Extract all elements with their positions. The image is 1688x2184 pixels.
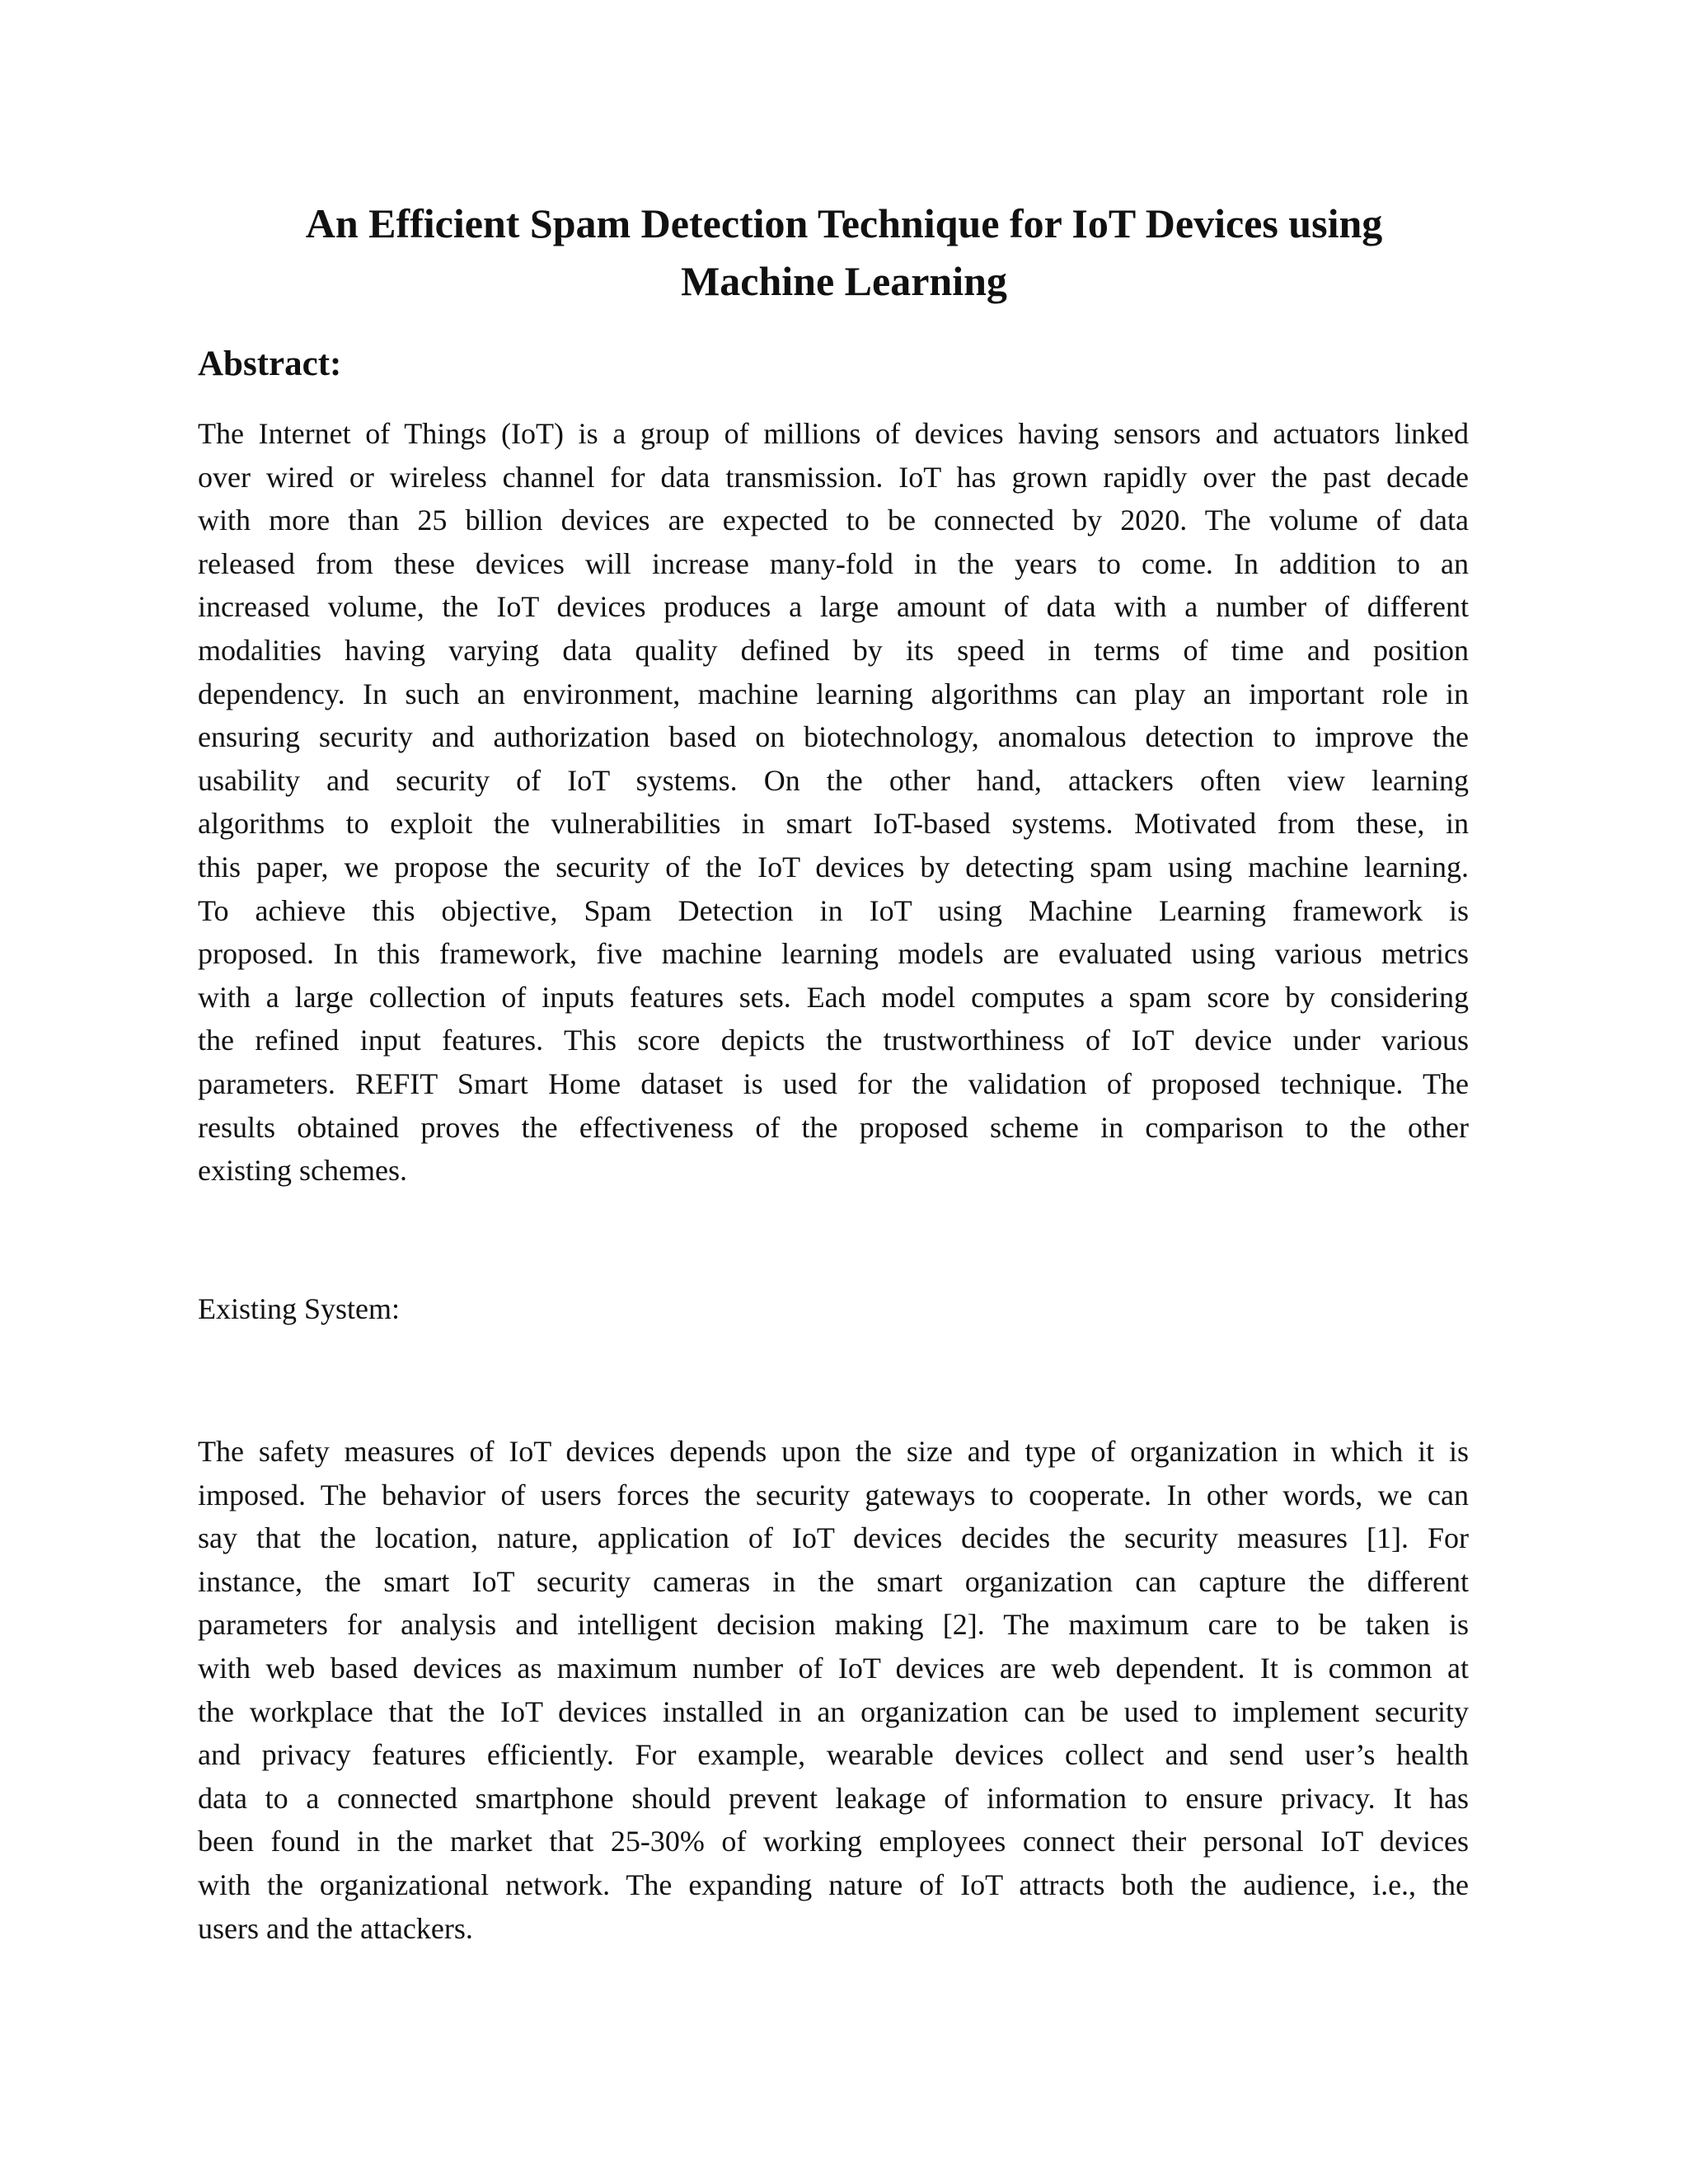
existing-system-line: the workplace that the IoT devices installed in an organization can be used to implement security (198, 1694, 1469, 1728)
abstract-line: increased volume, the IoT devices produces a large amount of data with a number of different (198, 590, 1469, 624)
abstract-line: released from these devices will increase many-fold in the years to come. In addition to an (198, 546, 1469, 580)
existing-system-line: users and the attackers. (198, 1911, 473, 1945)
existing-system-line: with web based devices as maximum number of IoT devices are web dependent. It is common at (198, 1651, 1469, 1685)
existing-system-line: parameters for analysis and intelligent decision making [2]. The maximum care to be taken is (198, 1608, 1469, 1642)
existing-system-line: The safety measures of IoT devices depends upon the size and type of organization in which it is (198, 1435, 1469, 1468)
existing-system-line: with the organizational network. The expanding nature of IoT attracts both the audience, i.e., the (198, 1868, 1469, 1901)
abstract-line: The Internet of Things (IoT) is a group of millions of devices having sensors and actuators linked (198, 417, 1469, 450)
existing-system-line: say that the location, nature, application of IoT devices decides the security measures [1]. For (198, 1521, 1469, 1555)
existing-system-line: data to a connected smartphone should prevent leakage of information to ensure privacy. It has (198, 1781, 1469, 1815)
abstract-line: existing schemes. (198, 1154, 407, 1188)
abstract-line: the refined input features. This score depicts the trustworthiness of IoT device under various (198, 1024, 1469, 1057)
paper-title (198, 194, 1490, 310)
abstract-line: modalities having varying data quality defined by its speed in terms of time and position (198, 633, 1469, 667)
existing-system-heading: Existing System: (198, 1292, 401, 1325)
abstract-line: algorithms to exploit the vulnerabilities in smart IoT-based systems. Motivated from these, in (198, 807, 1469, 841)
abstract-line: usability and security of IoT systems. On the other hand, attackers often view learning (198, 763, 1469, 797)
abstract-line: parameters. REFIT Smart Home dataset is used for the validation of proposed technique. The (198, 1066, 1469, 1100)
paper-title-line-2: Machine Learning (681, 258, 1007, 304)
existing-system-line: and privacy features efficiently. For example, wearable devices collect and send user’s health (198, 1738, 1469, 1772)
abstract-line: results obtained proves the effectiveness of the proposed scheme in comparison to the other (198, 1110, 1469, 1144)
abstract-line: this paper, we propose the security of the IoT devices by detecting spam using machine learning. (198, 850, 1469, 883)
existing-system-line: imposed. The behavior of users forces the security gateways to cooperate. In other words, we can (198, 1478, 1469, 1511)
existing-system-paragraph (198, 1430, 1469, 1950)
abstract-line: with a large collection of inputs features sets. Each model computes a spam score by considering (198, 980, 1469, 1014)
abstract-line: proposed. In this framework, five machine learning models are evaluated using various metrics (198, 937, 1469, 971)
existing-system-line: instance, the smart IoT security cameras in the smart organization can capture the different (198, 1564, 1469, 1598)
paper-title-line-1: An Efficient Spam Detection Technique for IoT Devices using (305, 200, 1383, 246)
existing-system-line: been found in the market that 25-30% of working employees connect their personal IoT devices (198, 1825, 1469, 1858)
abstract-line: over wired or wireless channel for data transmission. IoT has grown rapidly over the past decade (198, 460, 1469, 494)
abstract-paragraph (198, 412, 1469, 1193)
abstract-line: with more than 25 billion devices are expected to be connected by 2020. The volume of data (198, 504, 1469, 537)
abstract-line: To achieve this objective, Spam Detection in IoT using Machine Learning framework is (198, 893, 1469, 927)
abstract-line: dependency. In such an environment, machine learning algorithms can play an important role in (198, 677, 1469, 710)
abstract-heading: Abstract: (198, 344, 342, 383)
abstract-line: ensuring security and authorization based on biotechnology, anomalous detection to improve the (198, 720, 1469, 754)
